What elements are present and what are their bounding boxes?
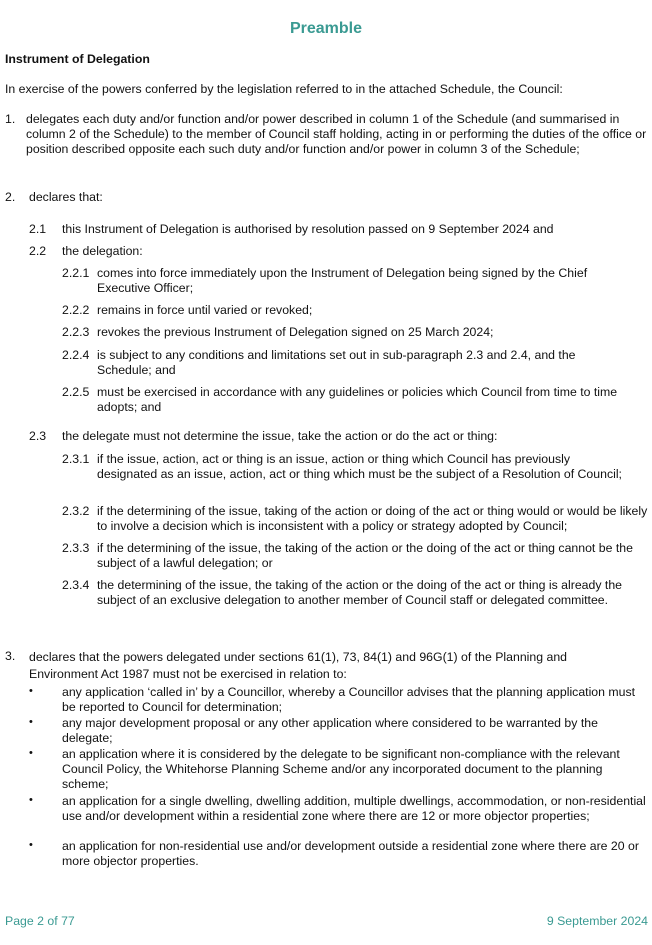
item-number: 2.2.5 bbox=[62, 385, 90, 399]
intro-paragraph: In exercise of the powers conferred by the legislation referred to in the attached Schedule, the Council: bbox=[5, 82, 563, 96]
item-text: declares that the powers delegated under sections 61(1), 73, 84(1) and 96G(1) of the Planning and Environment Act 1987 must not be exercised in relation to: bbox=[29, 650, 567, 681]
section-heading: Instrument of Delegation bbox=[5, 52, 150, 66]
item-text: if the determining of the issue, the taking of the action or the doing of the act or thing cannot be the subject of a lawful delegation; or bbox=[97, 541, 633, 571]
bullet-glyph: • bbox=[29, 794, 33, 806]
page-title: Preamble bbox=[289, 20, 363, 37]
item-text: must be exercised in accordance with any guidelines or policies which Council from time to time adopts; and bbox=[97, 385, 618, 415]
item-number: 2.1 bbox=[29, 222, 47, 236]
bullet-text: an application where it is considered by the delegate to be significant non-compliance with the relevant Council Policy, the Whitehorse Planning Scheme and/or any incorporated document to the planning scheme; bbox=[62, 747, 620, 792]
item-number: 2.2.4 bbox=[62, 348, 90, 362]
item-number: 1. bbox=[5, 112, 16, 126]
item-text: the determining of the issue, the taking of the action or the doing of the act or thing is already the subject of an exclusive delegation to another member of Council staff or delegated committee. bbox=[97, 578, 622, 608]
item-text: the delegation: bbox=[62, 244, 143, 258]
item-number: 3. bbox=[5, 649, 16, 663]
item-text: delegates each duty and/or function and/or power described in column 1 of the Schedule (and summarised in column 2 of the Schedule) to the member of Council staff holding, acting in or performing the duties of the office or position described opposite each such duty and/or function and/or power in column 3 of the Schedule; bbox=[26, 112, 647, 157]
bullet-glyph: • bbox=[29, 716, 33, 728]
item-number: 2.3.4 bbox=[62, 578, 90, 592]
bullet-glyph: • bbox=[29, 747, 33, 759]
item-number: 2. bbox=[5, 190, 16, 204]
item-number: 2.3.1 bbox=[62, 452, 90, 466]
item-number: 2.2.3 bbox=[62, 325, 90, 339]
item-text: is subject to any conditions and limitations set out in sub-paragraph 2.3 and 2.4, and the Schedule; and bbox=[97, 348, 576, 378]
item-text: declares that: bbox=[29, 190, 103, 204]
item-number: 2.3 bbox=[29, 429, 47, 443]
footer-date: 9 September 2024 bbox=[546, 914, 648, 928]
bullet-text: an application for a single dwelling, dwelling addition, multiple dwellings, accommodation, or non-residential use and/or development within a residential zone where there are 12 or more objector properties; bbox=[62, 794, 646, 824]
bullet-glyph: • bbox=[29, 685, 33, 697]
item-text: if the determining of the issue, taking of the action or doing of the act or thing would or would be likely to involve a decision which is inconsistent with a policy or strategy adopted by Council; bbox=[97, 504, 648, 534]
item-number: 2.2.2 bbox=[62, 303, 90, 317]
item-text: if the issue, action, act or thing is an issue, action or thing which Council has previously designated as an issue, action, act or thing which must be the subject of a Resolution of Council; bbox=[97, 452, 622, 482]
bullet-text: any application ‘called in’ by a Councillor, whereby a Councillor advises that the planning application must be reported to Council for determination; bbox=[62, 685, 636, 715]
item-text: comes into force immediately upon the Instrument of Delegation being signed by the Chief Executive Officer; bbox=[97, 266, 588, 296]
item-number: 2.2 bbox=[29, 244, 47, 258]
item-text: remains in force until varied or revoked; bbox=[97, 303, 313, 317]
item-number: 2.3.3 bbox=[62, 541, 90, 555]
item-text: revokes the previous Instrument of Delegation signed on 25 March 2024; bbox=[97, 325, 494, 339]
item-number: 2.3.2 bbox=[62, 504, 90, 518]
page-number: Page 2 of 77 bbox=[5, 914, 75, 928]
item-text: the delegate must not determine the issue, take the action or do the act or thing: bbox=[62, 429, 498, 443]
item-number: 2.2.1 bbox=[62, 266, 90, 280]
bullet-glyph: • bbox=[29, 839, 33, 851]
item-text: this Instrument of Delegation is authorised by resolution passed on 9 September 2024 and bbox=[62, 222, 554, 236]
bullet-text: an application for non-residential use and/or development outside a residential zone where there are 20 or more objector properties. bbox=[62, 839, 639, 869]
bullet-text: any major development proposal or any other application where considered to be warranted by the delegate; bbox=[62, 716, 598, 746]
